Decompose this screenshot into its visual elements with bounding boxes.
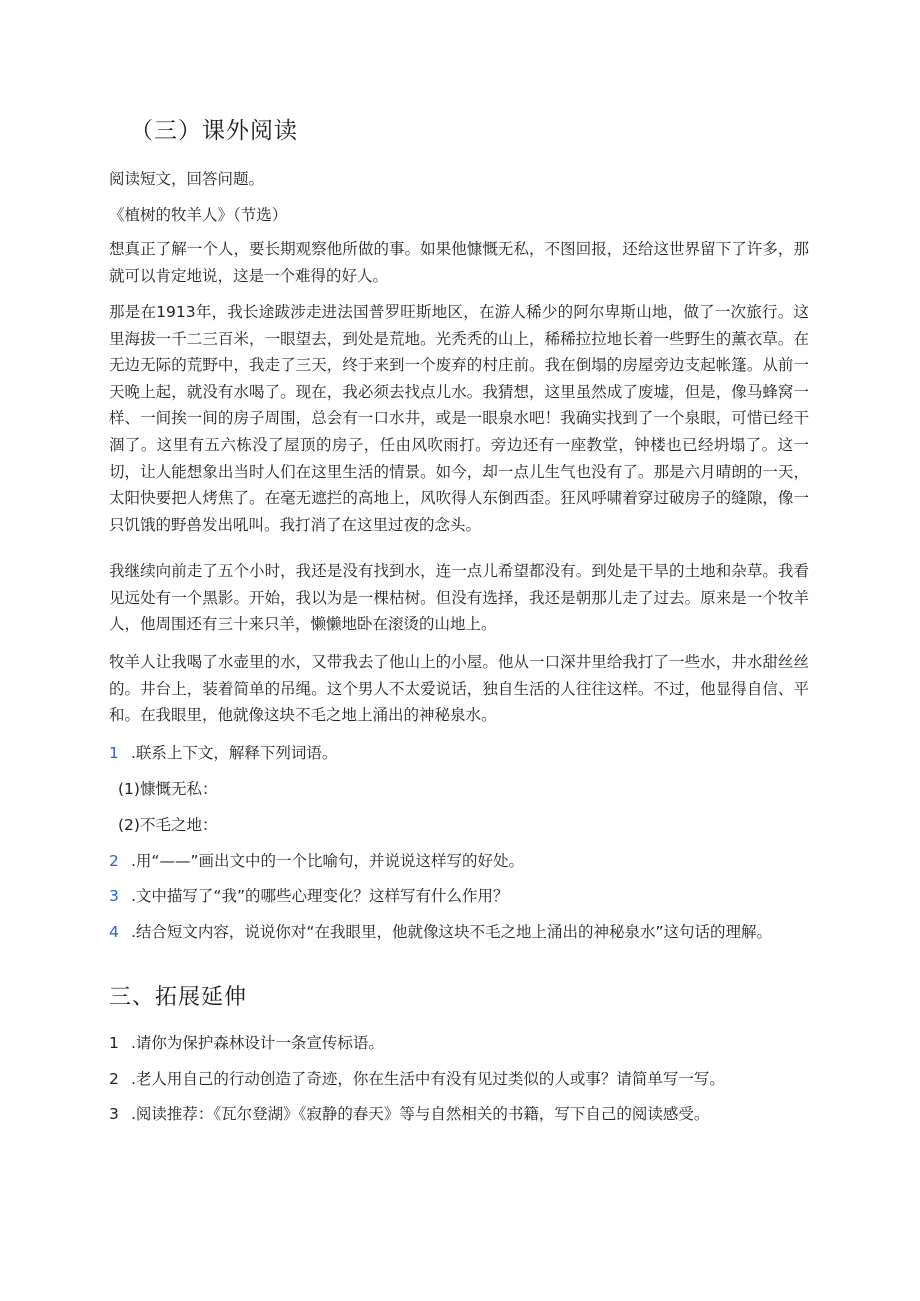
item-text: .阅读推荐：《瓦尔登湖》《寂静的春天》等与自然相关的书籍，写下自己的阅读感受。: [131, 1105, 710, 1123]
item-number: 1: [109, 1034, 119, 1052]
item-number: 2: [109, 1070, 119, 1088]
question-3: [109, 884, 509, 906]
item-number: 3: [109, 1105, 119, 1123]
paragraph-2: 那是在1913年，我长途跋涉走进法国普罗旺斯地区，在游人稀少的阿尔卑斯山地，做了一次旅行。这里海拔一千二三百米，一眼望去，到处是荒地。光秃秃的山上，稀稀拉拉地长着一些野生的薰衣草。在无边无际的荒野中，我走了三天，终于来到一个废弃的村庄前。我在倒塌的房屋旁边支起帐篷。从前一天晚上起，就没有水喝了。现在，我必须去找点儿水。我猜想，这里虽然成了废墟，但是，像马蜂窝一样、一间挨一间的房子周围，总会有一口水井，或是一眼泉水吧！我确实找到了一个泉眼，可惜已经干涸了。这里有五六栋没了屋顶的房子，任由风吹雨打。旁边还有一座教堂，钟楼也已经坍塌了。这一切，让人能想象出当时人们在这里生活的情景。如今，却一点儿生气也没有了。那是六月晴朗的一天，太阳快要把人烤焦了。在毫无遮拦的高地上，风吹得人东倒西歪。狂风呼啸着穿过破房子的缝隙，像一只饥饿的野兽发出吼叫。我打消了在这里过夜的念头。: [109, 303, 809, 534]
paragraph-4: 牧羊人让我喝了水壶里的水，又带我去了他山上的小屋。他从一口深井里给我打了一些水，井水甜丝丝的。井台上，装着简单的吊绳。这个男人不太爱说话，独自生活的人往往这样。不过，他显得自信、平和。在我眼里，他就像这块不毛之地上涌出的神秘泉水。: [109, 653, 809, 725]
question-number: 1: [109, 744, 119, 762]
question-number: 3: [109, 887, 119, 905]
source-title: 《植树的牧羊人》（节选）: [109, 206, 288, 224]
instruction: 阅读短文，回答问题。: [109, 170, 265, 188]
paragraph-1: 想真正了解一个人，要长期观察他所做的事。如果他慷慨无私，不图回报，还给这世界留下了许多，那就可以肯定地说，这是一个难得的好人。: [109, 240, 809, 285]
sub-item-2: (2)不毛之地：: [118, 816, 218, 834]
item-text: .请你为保护森林设计一条宣传标语。: [131, 1034, 384, 1052]
question-text: .文中描写了“我”的哪些心理变化？这样写有什么作用？: [131, 887, 509, 905]
question-text: .用“——”画出文中的一个比喻句，并说说这样写的好处。: [131, 852, 524, 870]
extension-item-1: [109, 1031, 384, 1053]
sub-item-1: (1)慷慨无私：: [118, 780, 218, 798]
question-4: [109, 920, 772, 942]
item-text: .老人用自己的行动创造了奇迹，你在生活中有没有见过类似的人或事？请简单写一写。: [131, 1070, 725, 1088]
question-number: 4: [109, 923, 119, 941]
question-2: [109, 849, 524, 871]
question-1: [109, 741, 337, 763]
section-title: （三）课外阅读: [130, 118, 298, 144]
paragraph-3: 我继续向前走了五个小时，我还是没有找到水，连一点儿希望都没有。到处是干旱的土地和杂草。我看见远处有一个黑影。开始，我以为是一棵枯树。但没有选择，我还是朝那儿走了过去。原来是一个牧羊人，他周围还有三十来只羊，懒懒地卧在滚烫的山地上。: [109, 562, 809, 634]
extension-item-2: [109, 1067, 725, 1089]
section2-title: 三、拓展延伸: [109, 985, 248, 1010]
question-text: .联系上下文，解释下列词语。: [131, 744, 338, 762]
question-number: 2: [109, 852, 119, 870]
extension-item-3: [109, 1102, 709, 1124]
question-text: .结合短文内容，说说你对“在我眼里，他就像这块不毛之地上涌出的神秘泉水”这句话的理解。: [131, 923, 772, 941]
